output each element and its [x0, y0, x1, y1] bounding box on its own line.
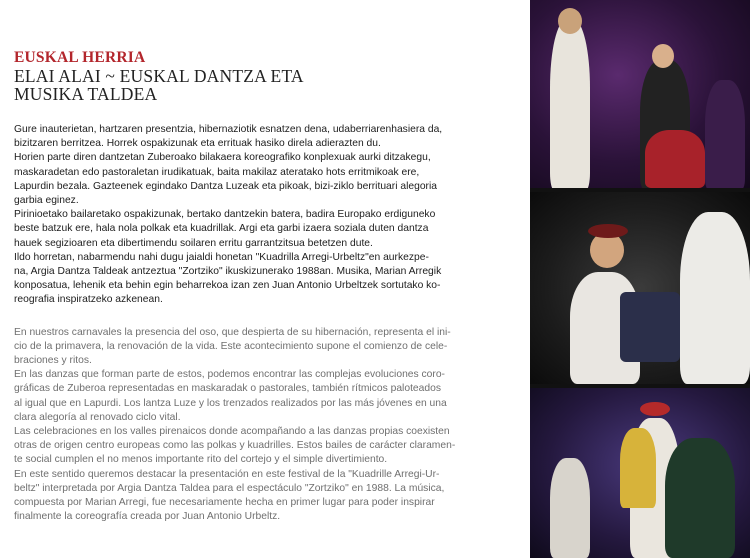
text-line: Gure inauterietan, hartzaren presentzia, hibernaziotik esnatzen dena, udaberriarenhasiera da, [14, 124, 443, 135]
text-line: beste batzuk ere, hala nola polkak eta kuadrillak. Argi eta garbi izaera soziala duten dantza [14, 223, 429, 235]
dancers-photo-1 [530, 0, 750, 188]
photo-column [530, 0, 750, 558]
text-line: cio de la primavera, la renovación de la vida. Este acontecimiento supone el comienzo de cele- [14, 340, 448, 352]
text-line: garbia eginez. [14, 195, 79, 207]
text-line: konposatua, lehenik eta behin egin beharrekoa izan zen Juan Antonio Urbeltzek sortutako ko- [14, 280, 441, 292]
text-line: compuesta por Marian Arregi, fue necesariamente hecha en primer lugar para poder inspirar [14, 497, 435, 509]
text-line: Horien parte diren dantzetan Zuberoako bilakaera koreografiko konplexuak aurki ditzakegu, [14, 152, 431, 164]
text-column [14, 50, 496, 524]
title-line-1: ELAI ALAI ~ EUSKAL DANTZA ETA [14, 66, 304, 86]
text-line: beltz" interpretada por Argia Dantza Taldea para el espectáculo "Zortziko" en 1988. La música, [14, 482, 445, 494]
text-line: otras de origen centro europeas como las polkas y kuadrilles. Estos bailes de carácter claramen- [14, 440, 456, 452]
text-line: bizitzaren berritzea. Horrek ospakizunak eta errituak hasiko direla adierazten du. [14, 138, 381, 150]
text-line: finalmente la coreografía creada por Juan Antonio Urbeltz. [14, 511, 281, 523]
text-line: Ildo horretan, nabarmendu nahi dugu jaialdi honetan "Kuadrilla Arregi-Urbeltz"en aurkezpe- [14, 251, 429, 263]
text-line: Lapurdin bezala. Gazteenek egindako Dantza Luzeak eta pikoak, bizi-ziklo berrituari alegoria [14, 180, 437, 192]
text-line: clara alegoría al renovado ciclo vital. [14, 411, 181, 423]
text-line: En las danzas que forman parte de estos, podemos encontrar las complejas evoluciones coro- [14, 369, 445, 381]
text-line: En nuestros carnavales la presencia del oso, que despierta de su hibernación, representa el ini- [14, 326, 451, 338]
text-line: braciones y ritos. [14, 355, 92, 367]
text-line: En este sentido queremos destacar la presentación en este festival de la "Kuadrille Arregi-Ur- [14, 468, 440, 480]
title-line-2: MUSIKA TALDEA [14, 84, 158, 104]
text-line: hauek segizioaren eta dibertimendu soilaren erritu garrantzitsua betetzen dute. [14, 237, 373, 249]
accordion-photo [530, 192, 750, 384]
text-line: te social cumplen el no menos importante rito del cortejo y el simple divertimiento. [14, 454, 388, 466]
text-line: maskaradetan edo pastoraletan irudikatuak, baita makilaz ateratako hots erritmikoak ere, [14, 166, 420, 178]
text-line: al igual que en Lapurdi. Los lantza Luze y los trenzados realizados por las más jóvenes en una [14, 397, 447, 409]
text-line: Pirinioetako bailaretako ospakizunak, bertako dantzekin batera, badira Europako erdiguneko [14, 209, 436, 221]
text-line: Las celebraciones en los valles pirenaicos donde acompañando a las danzas propias coexisten [14, 426, 450, 438]
text-line: gráficas de Zuberoa representadas en maskaradak o pastorales, también rítmicos paloteados [14, 383, 441, 395]
page-title [14, 67, 496, 103]
region-heading: EUSKAL HERRIA [14, 49, 146, 66]
spanish-paragraph [14, 326, 496, 525]
basque-paragraph [14, 123, 496, 308]
couple-dance-photo [530, 388, 750, 558]
text-line: reografia inspiratzeko azkenean. [14, 294, 163, 306]
text-line: na, Argia Dantza Taldeak antzeztua "Zortziko" ikuskizunerako 1988an. Musika, Marian Arregik [14, 266, 442, 278]
